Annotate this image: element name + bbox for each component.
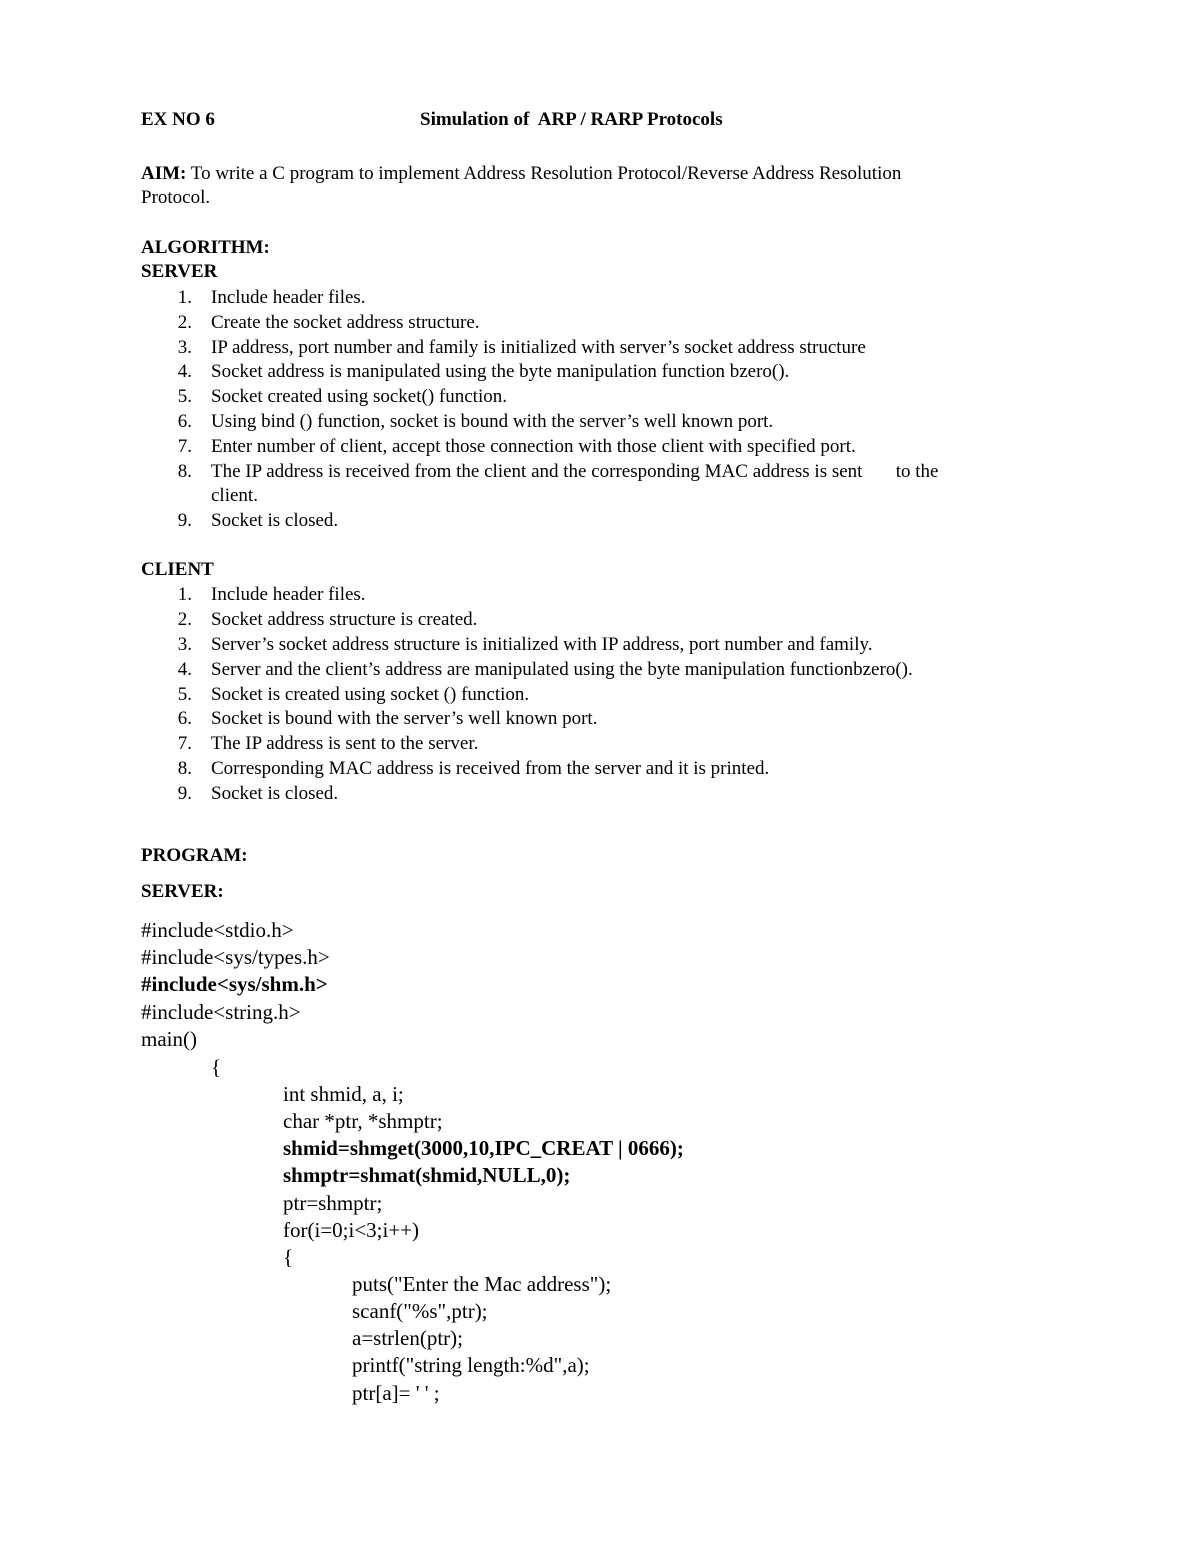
list-item-number: 9. bbox=[177, 783, 192, 804]
code-line: scanf("%s",ptr); bbox=[352, 1299, 488, 1323]
code-line: #include<sys/types.h> bbox=[141, 945, 330, 969]
document-title: Simulation of ARP / RARP Protocols bbox=[420, 109, 723, 130]
list-item-number: 4. bbox=[177, 659, 192, 680]
code-line: ptr[a]= ' ' ; bbox=[352, 1381, 440, 1405]
aim-text-line-2: Protocol. bbox=[141, 187, 211, 208]
aim-text-line-1: To write a C program to implement Address Resolution Protocol/Reverse Address Resolution bbox=[186, 163, 902, 184]
list-item-continuation: client. bbox=[211, 485, 258, 506]
list-item: Server’s socket address structure is initialized with IP address, port number and family. bbox=[211, 634, 873, 655]
client-algorithm-heading: CLIENT bbox=[141, 559, 214, 580]
list-item-number: 7. bbox=[177, 733, 192, 754]
list-item: Socket address is manipulated using the byte manipulation function bzero(). bbox=[211, 361, 790, 382]
code-line: int shmid, a, i; bbox=[283, 1082, 404, 1106]
list-item-number: 6. bbox=[177, 708, 192, 729]
list-item-number: 5. bbox=[177, 684, 192, 705]
list-item-number: 1. bbox=[177, 584, 192, 605]
list-item: The IP address is sent to the server. bbox=[211, 733, 479, 754]
code-line: #include<sys/shm.h> bbox=[141, 972, 328, 996]
code-line: shmid=shmget(3000,10,IPC_CREAT | 0666); bbox=[283, 1136, 684, 1160]
list-item: Corresponding MAC address is received from the server and it is printed. bbox=[211, 758, 770, 779]
list-item: Create the socket address structure. bbox=[211, 312, 480, 333]
code-line: ptr=shmptr; bbox=[283, 1191, 383, 1215]
list-item-number: 3. bbox=[177, 634, 192, 655]
list-item: Socket created using socket() function. bbox=[211, 386, 507, 407]
list-item-number: 3. bbox=[177, 337, 192, 358]
code-line: { bbox=[283, 1245, 294, 1269]
code-line: #include<string.h> bbox=[141, 1000, 301, 1024]
list-item-number: 2. bbox=[177, 609, 192, 630]
code-line: printf("string length:%d",a); bbox=[352, 1353, 590, 1377]
code-line: shmptr=shmat(shmid,NULL,0); bbox=[283, 1163, 571, 1187]
list-item-number: 9. bbox=[177, 510, 192, 531]
list-item: Socket is created using socket () function. bbox=[211, 684, 530, 705]
code-line: #include<stdio.h> bbox=[141, 918, 294, 942]
list-item-number: 1. bbox=[177, 287, 192, 308]
algorithm-heading: ALGORITHM: bbox=[141, 237, 270, 258]
list-item: Socket is bound with the server’s well known port. bbox=[211, 708, 598, 729]
list-item-number: 7. bbox=[177, 436, 192, 457]
list-item: The IP address is received from the client and the corresponding MAC address is sent to the bbox=[211, 461, 939, 482]
list-item-number: 6. bbox=[177, 411, 192, 432]
code-line: for(i=0;i<3;i++) bbox=[283, 1218, 420, 1242]
code-line: a=strlen(ptr); bbox=[352, 1326, 463, 1350]
code-line: main() bbox=[141, 1027, 197, 1051]
aim-label: AIM: bbox=[141, 163, 187, 184]
exercise-number: EX NO 6 bbox=[141, 109, 215, 130]
aim-paragraph bbox=[141, 162, 901, 186]
list-item: Socket is closed. bbox=[211, 510, 339, 531]
list-item-number: 8. bbox=[177, 758, 192, 779]
list-item: IP address, port number and family is initialized with server’s socket address structure bbox=[211, 337, 866, 358]
list-item: Using bind () function, socket is bound with the server’s well known port. bbox=[211, 411, 774, 432]
list-item: Server and the client’s address are manipulated using the byte manipulation functionbzero(). bbox=[211, 659, 913, 680]
server-algorithm-heading: SERVER bbox=[141, 261, 218, 282]
list-item-number: 5. bbox=[177, 386, 192, 407]
list-item-number: 2. bbox=[177, 312, 192, 333]
code-line: puts("Enter the Mac address"); bbox=[352, 1272, 612, 1296]
list-item-number: 8. bbox=[177, 461, 192, 482]
server-program-heading: SERVER: bbox=[141, 881, 224, 902]
list-item: Socket address structure is created. bbox=[211, 609, 478, 630]
code-line: { bbox=[211, 1055, 222, 1079]
program-heading: PROGRAM: bbox=[141, 845, 248, 866]
code-line: char *ptr, *shmptr; bbox=[283, 1109, 443, 1133]
list-item: Socket is closed. bbox=[211, 783, 339, 804]
list-item: Enter number of client, accept those connection with those client with specified port. bbox=[211, 436, 856, 457]
list-item: Include header files. bbox=[211, 287, 366, 308]
list-item-number: 4. bbox=[177, 361, 192, 382]
list-item: Include header files. bbox=[211, 584, 366, 605]
